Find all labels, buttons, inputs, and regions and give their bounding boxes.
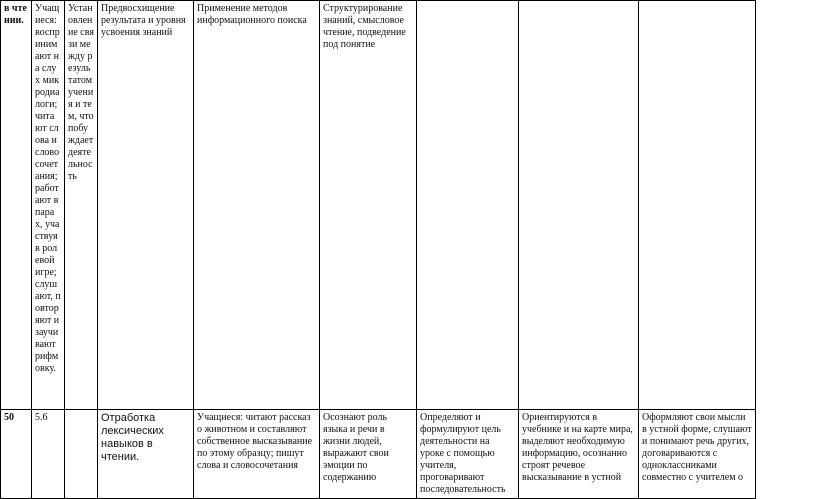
table-cell: Осознают роль языка и речи в жизни людей, выражают свои эмоции по содержанию — [320, 410, 417, 499]
table-cell: Установление связи между результатом учения и тем, что побуждает деятельность — [65, 1, 98, 410]
table-cell: Применение методов информационного поиска — [194, 1, 320, 410]
table-cell: Оформляют свои мысли в устной форме, слушают и понимают речь других, договариваются с одноклассниками совместно с учителем о — [639, 410, 756, 499]
table-cell: Определяют и формулируют цель деятельности на уроке с помощью учителя, проговаривают последовательность — [417, 410, 519, 499]
table-cell: в чтении. — [1, 1, 32, 410]
lesson-topic: Отработка лексических навыков в чтении. — [98, 410, 194, 499]
lesson-section: 5.6 — [32, 410, 65, 499]
table-cell — [65, 410, 98, 499]
table-cell: Учащиеся: читают рассказ о животном и составляют собственное высказывание по этому образцу; пишут слова и словосочетания — [194, 410, 320, 499]
table-row — [1, 410, 756, 499]
table-cell — [417, 1, 519, 410]
table-row — [1, 1, 756, 410]
table-cell — [639, 1, 756, 410]
table-cell: Предвосхищение результата и уровня усвоения знаний — [98, 1, 194, 410]
table-cell — [519, 1, 639, 410]
lesson-number: 50 — [1, 410, 32, 499]
table-cell: Ориентируются в учебнике и на карте мира, выделяют необходимую информацию, осознанно строят речевое высказывание в устной — [519, 410, 639, 499]
table-cell: Учащиеся: воспринимают на слух микродиалоги; читают слова и словосочетания; работают в парах, участвуя в ролевой игре; слушают, повторяют и заучивают рифмовку. — [32, 1, 65, 410]
table-cell: Структурирование знаний, смысловое чтение, подведение под понятие — [320, 1, 417, 410]
